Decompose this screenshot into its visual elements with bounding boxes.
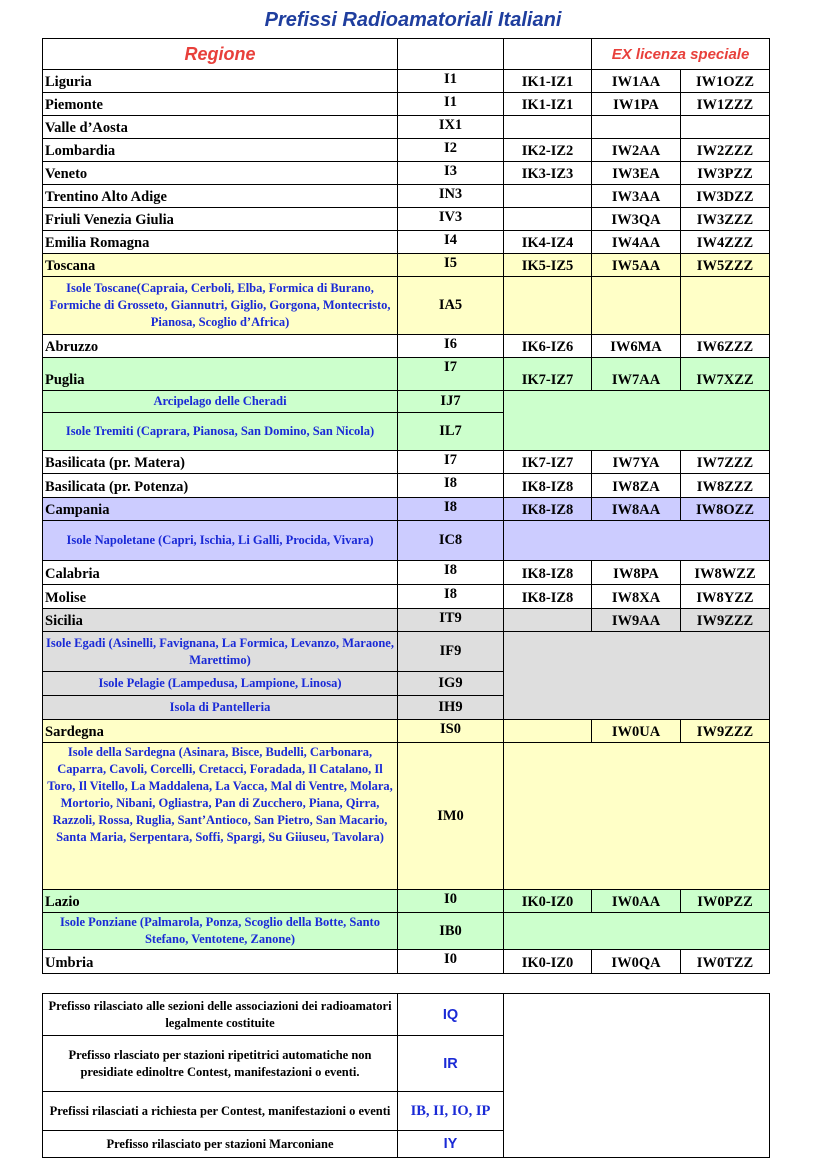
region-name: Lombardia (43, 139, 398, 162)
ex-from: IW0AA (592, 890, 681, 913)
island-prefix: IG9 (398, 672, 504, 696)
island-prefix: IB0 (398, 913, 504, 950)
table-row (43, 358, 770, 391)
ex-to: IW8ZZZ (681, 474, 770, 498)
region-range (504, 208, 592, 231)
region-range (504, 720, 592, 743)
ex-from: IW3QA (592, 208, 681, 231)
ex-from (592, 116, 681, 139)
empty-cell (504, 391, 770, 451)
special-prefix-table (42, 993, 770, 1158)
table-row (43, 474, 770, 498)
region-name: Sardegna (43, 720, 398, 743)
ex-to: IW0TZZ (681, 950, 770, 974)
special-description: Prefissi rilasciati a richiesta per Contest, manifestazioni o eventi (43, 1092, 398, 1131)
island-row (43, 521, 770, 561)
prefix-table (42, 38, 770, 974)
region-name: Sicilia (43, 609, 398, 632)
region-range: IK8-IZ8 (504, 585, 592, 609)
island-name: Isole Ponziane (Palmarola, Ponza, Scoglio della Botte, Santo Stefano, Ventotene, Zanone) (43, 913, 398, 950)
region-range: IK8-IZ8 (504, 474, 592, 498)
region-prefix: I7 (398, 358, 504, 391)
region-range (504, 609, 592, 632)
region-range: IK1-IZ1 (504, 70, 592, 93)
region-name: Puglia (43, 358, 398, 391)
region-range: IK0-IZ0 (504, 890, 592, 913)
table-row (43, 561, 770, 585)
region-range: IK7-IZ7 (504, 358, 592, 391)
table-row (43, 890, 770, 913)
island-row (43, 277, 770, 335)
region-prefix: I0 (398, 890, 504, 913)
table-row (43, 70, 770, 93)
region-prefix: I5 (398, 254, 504, 277)
region-prefix: IV3 (398, 208, 504, 231)
island-name: Isole Egadi (Asinelli, Favignana, La Formica, Levanzo, Maraone, Marettimo) (43, 632, 398, 672)
ex-from: IW6MA (592, 335, 681, 358)
range-header (504, 39, 592, 70)
region-range (504, 116, 592, 139)
region-prefix: IN3 (398, 185, 504, 208)
region-prefix: I1 (398, 70, 504, 93)
table-row (43, 116, 770, 139)
region-name: Basilicata (pr. Potenza) (43, 474, 398, 498)
region-name: Lazio (43, 890, 398, 913)
ex-to: IW3ZZZ (681, 208, 770, 231)
region-range: IK1-IZ1 (504, 93, 592, 116)
region-name: Liguria (43, 70, 398, 93)
empty-cell (504, 913, 770, 950)
region-name: Friuli Venezia Giulia (43, 208, 398, 231)
table-row (43, 162, 770, 185)
ex-from: IW8XA (592, 585, 681, 609)
region-range: IK7-IZ7 (504, 451, 592, 474)
region-prefix: I8 (398, 474, 504, 498)
region-range: IK2-IZ2 (504, 139, 592, 162)
region-name: Calabria (43, 561, 398, 585)
ex-from: IW8AA (592, 498, 681, 521)
ex-to: IW8YZZ (681, 585, 770, 609)
empty-cell (504, 521, 770, 561)
region-prefix: I6 (398, 335, 504, 358)
ex-to: IW8OZZ (681, 498, 770, 521)
ex-to: IW9ZZZ (681, 720, 770, 743)
island-prefix: IM0 (398, 743, 504, 890)
page-title: Prefissi Radioamatoriali Italiani (264, 9, 562, 31)
ex-from: IW0QA (592, 950, 681, 974)
region-name: Molise (43, 585, 398, 609)
ex-from: IW8ZA (592, 474, 681, 498)
special-row (43, 994, 770, 1036)
island-row (43, 391, 770, 413)
region-prefix: I8 (398, 585, 504, 609)
region-prefix: I0 (398, 950, 504, 974)
region-range: IK4-IZ4 (504, 231, 592, 254)
empty-cell (592, 277, 681, 335)
ex-from: IW4AA (592, 231, 681, 254)
region-header: Regione (43, 39, 398, 70)
island-name: Arcipelago delle Cheradi (43, 391, 398, 413)
island-name: Isole Tremiti (Caprara, Pianosa, San Domino, San Nicola) (43, 413, 398, 451)
ex-from: IW7YA (592, 451, 681, 474)
special-code: IR (398, 1036, 504, 1092)
region-prefix: IX1 (398, 116, 504, 139)
island-prefix: IC8 (398, 521, 504, 561)
table-row (43, 451, 770, 474)
ex-from: IW3AA (592, 185, 681, 208)
island-prefix: IF9 (398, 632, 504, 672)
special-description: Prefisso rilasciato alle sezioni delle associazioni dei radioamatori legalmente costituite (43, 994, 398, 1036)
region-name: Veneto (43, 162, 398, 185)
table-row (43, 609, 770, 632)
ex-to: IW3DZZ (681, 185, 770, 208)
ex-to: IW7ZZZ (681, 451, 770, 474)
region-prefix: I8 (398, 561, 504, 585)
island-row (43, 743, 770, 890)
island-prefix: IL7 (398, 413, 504, 451)
region-prefix: I8 (398, 498, 504, 521)
table-row (43, 335, 770, 358)
special-code: IB, II, IO, IP (398, 1092, 504, 1131)
region-range: IK3-IZ3 (504, 162, 592, 185)
table-row (43, 93, 770, 116)
ex-from: IW7AA (592, 358, 681, 391)
ex-to: IW4ZZZ (681, 231, 770, 254)
special-code: IQ (398, 994, 504, 1036)
table-row (43, 498, 770, 521)
empty-cell (504, 743, 770, 890)
ex-to: IW6ZZZ (681, 335, 770, 358)
ex-to: IW0PZZ (681, 890, 770, 913)
region-name: Basilicata (pr. Matera) (43, 451, 398, 474)
region-name: Valle d’Aosta (43, 116, 398, 139)
ex-to: IW1OZZ (681, 70, 770, 93)
ex-from: IW8PA (592, 561, 681, 585)
region-name: Toscana (43, 254, 398, 277)
island-name: Isola di Pantelleria (43, 696, 398, 720)
region-prefix: I3 (398, 162, 504, 185)
region-prefix: I2 (398, 139, 504, 162)
region-prefix: IS0 (398, 720, 504, 743)
special-description: Prefisso rilasciato per stazioni Marconiane (43, 1131, 398, 1158)
island-row (43, 632, 770, 672)
region-range: IK6-IZ6 (504, 335, 592, 358)
island-name: Isole Pelagie (Lampedusa, Lampione, Linosa) (43, 672, 398, 696)
table-header (43, 39, 770, 70)
table-row (43, 185, 770, 208)
empty-cell (504, 994, 770, 1158)
region-name: Umbria (43, 950, 398, 974)
table-row (43, 139, 770, 162)
ex-from: IW2AA (592, 139, 681, 162)
ex-to: IW8WZZ (681, 561, 770, 585)
ex-to: IW2ZZZ (681, 139, 770, 162)
table-row (43, 254, 770, 277)
ex-from: IW0UA (592, 720, 681, 743)
island-prefix: IH9 (398, 696, 504, 720)
region-prefix: I4 (398, 231, 504, 254)
island-name: Isole Napoletane (Capri, Ischia, Li Galli, Procida, Vivara) (43, 521, 398, 561)
region-name: Abruzzo (43, 335, 398, 358)
region-prefix: IT9 (398, 609, 504, 632)
table-row (43, 950, 770, 974)
table-row (43, 208, 770, 231)
island-prefix: IA5 (398, 277, 504, 335)
ex-to: IW7XZZ (681, 358, 770, 391)
region-name: Campania (43, 498, 398, 521)
ex-to: IW3PZZ (681, 162, 770, 185)
region-prefix: I7 (398, 451, 504, 474)
region-prefix: I1 (398, 93, 504, 116)
ex-from: IW3EA (592, 162, 681, 185)
island-row (43, 913, 770, 950)
island-prefix: IJ7 (398, 391, 504, 413)
region-range: IK8-IZ8 (504, 561, 592, 585)
empty-cell (504, 632, 770, 720)
region-name: Trentino Alto Adige (43, 185, 398, 208)
ex-from: IW1PA (592, 93, 681, 116)
table-row (43, 720, 770, 743)
island-name: Isole della Sardegna (Asinara, Bisce, Budelli, Carbonara, Caparra, Cavoli, Corcelli, Cretacci, Foradada, Il Catalano, Il Toro, Il Vitello, La Maddalena, La Vacca, Mal di Ventre, Molara, Mortorio, Nibani, Ogliastra, Pan di Zucchero, Piana, Qirra, Razzoli, Rossa, Ruglia, Sant’Antioco, San Pietro, San Macario, Santa Maria, Serpentara, Soffi, Spargi, Su Giiuseu, Tavolara) (43, 743, 398, 890)
table-row (43, 231, 770, 254)
region-range: IK8-IZ8 (504, 498, 592, 521)
table-row (43, 585, 770, 609)
special-description: Prefisso rlasciato per stazioni ripetitrici automatiche non presidiate edinoltre Contest, manifestazioni o eventi. (43, 1036, 398, 1092)
ex-to: IW9ZZZ (681, 609, 770, 632)
island-name: Isole Toscane(Capraia, Cerboli, Elba, Formica di Burano, Formiche di Grosseto, Giannutri, Giglio, Gorgona, Montecristo, Pianosa, Scoglio d’Africa) (43, 277, 398, 335)
region-name: Piemonte (43, 93, 398, 116)
ex-to: IW1ZZZ (681, 93, 770, 116)
ex-to (681, 116, 770, 139)
ex-licence-header: EX licenza speciale (592, 39, 770, 70)
region-range: IK0-IZ0 (504, 950, 592, 974)
ex-from: IW9AA (592, 609, 681, 632)
ex-to: IW5ZZZ (681, 254, 770, 277)
ex-from: IW1AA (592, 70, 681, 93)
special-code: IY (398, 1131, 504, 1158)
region-range: IK5-IZ5 (504, 254, 592, 277)
region-name: Emilia Romagna (43, 231, 398, 254)
empty-cell (681, 277, 770, 335)
ex-from: IW5AA (592, 254, 681, 277)
region-range (504, 185, 592, 208)
prefix-header (398, 39, 504, 70)
empty-cell (504, 277, 592, 335)
